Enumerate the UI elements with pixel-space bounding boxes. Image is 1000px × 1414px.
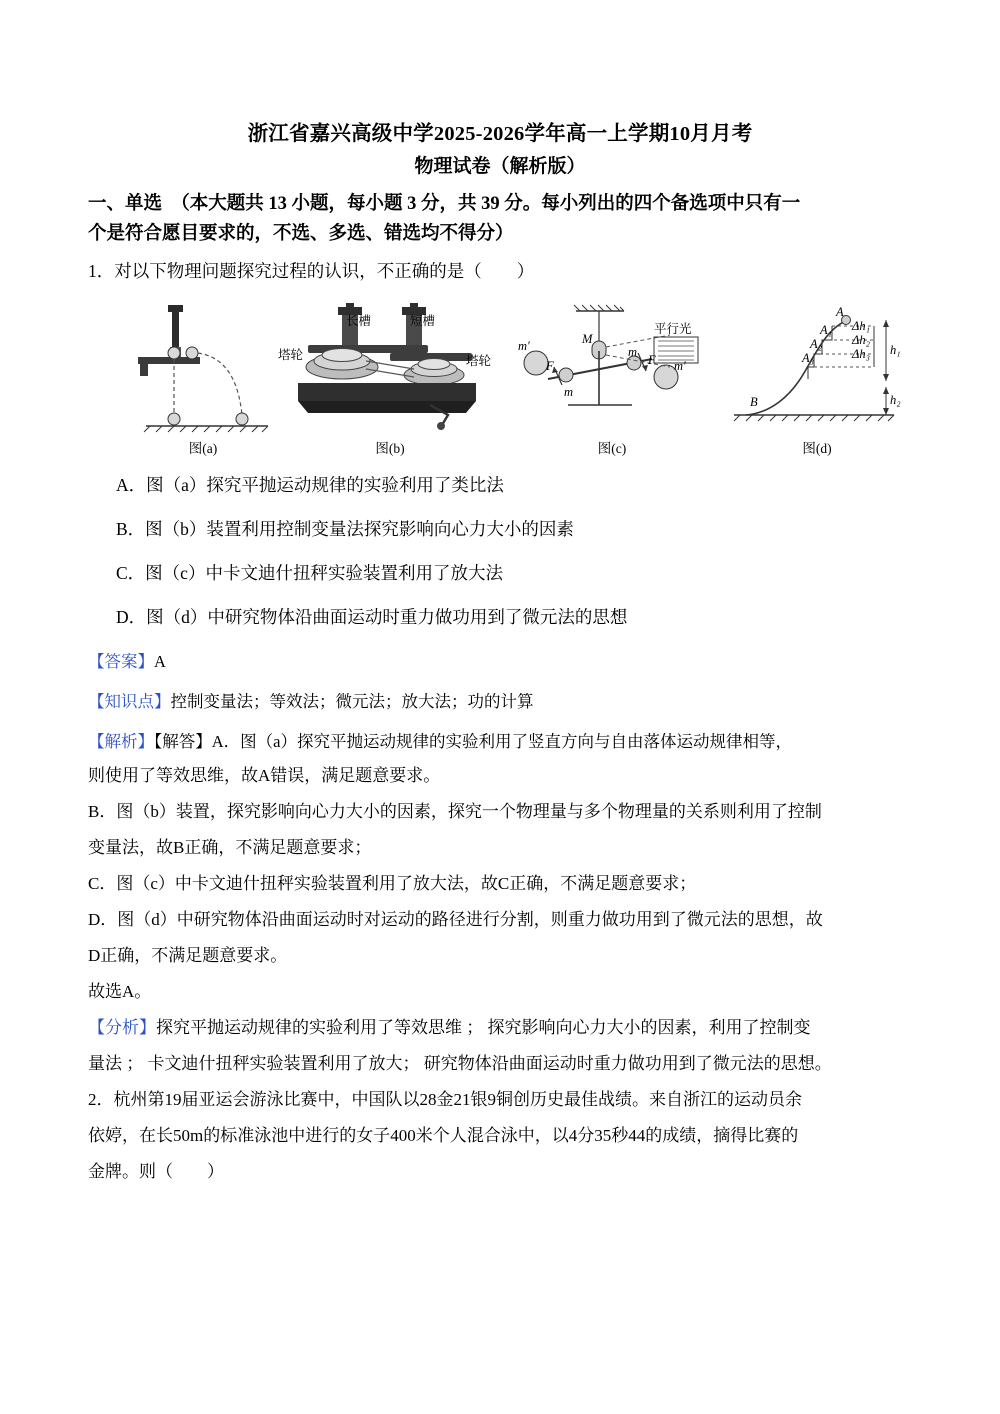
figure-d — [724, 297, 910, 457]
question1-figure-row — [110, 297, 912, 457]
figure-c-label-F-right: F — [648, 353, 656, 367]
question1-stem: 1．对以下物理问题探究过程的认识，不正确的是（ ） — [88, 261, 535, 281]
figure-a — [128, 297, 278, 457]
figure-c-label-M: M — [582, 332, 593, 346]
figure-d-label-h1: h₁ — [890, 343, 901, 357]
figure-d-label-dh1: Δh₁ — [852, 319, 870, 333]
figure-b-caption: 图(b) — [375, 441, 405, 456]
figure-c-label-m-left: m — [564, 385, 574, 399]
analysis-tag: 【解析】 — [88, 732, 154, 751]
figure-b-label-talun-left: 塔轮 — [278, 348, 304, 362]
analysis-line-3: 变量法，故B正确，不满足题意要求； — [88, 838, 372, 857]
section-heading-line1: 一、单选 （本大题共 13 小题，每小题 3 分，共 39 分。每小列出的四个备选项中只有一 — [88, 194, 801, 214]
figure-d-label-dh2: Δh₂ — [852, 333, 870, 347]
question2-line-3: 金牌。则（ ） — [88, 1162, 224, 1181]
figure-b-label-talun-right: 塔轮 — [466, 354, 492, 368]
summary-tag: 【分析】 — [88, 1018, 156, 1037]
figure-b-label-duancao: 短槽 — [410, 314, 436, 328]
figure-a-caption: 图(a) — [188, 441, 218, 456]
figure-c-label-mprime-right: m' — [674, 359, 686, 373]
answer-value: A — [154, 652, 166, 671]
question1-option-b: B．图（b）装置利用控制变量法探究影响向心力大小的因素 — [116, 519, 574, 539]
question1-analysis-first — [88, 727, 912, 757]
question1-option-d: D．图（d）中研究物体沿曲面运动时重力做功用到了微元法的思想 — [116, 607, 628, 627]
analysis-line-6: D正确，不满足题意要求。 — [88, 946, 288, 965]
analysis-line-1: 则使用了等效思维，故A错误，满足题意要求。 — [88, 766, 441, 785]
knowledge-value: 控制变量法；等效法；微元法；放大法；功的计算 — [170, 692, 534, 711]
figure-c-label-parallel-light: 平行光 — [654, 322, 692, 336]
figure-b — [280, 297, 500, 457]
analysis-line-4: C．图（c）中卡文迪什扭秤实验装置利用了放大法，故C正确，不满足题意要求； — [88, 874, 697, 893]
figure-d-label-A: A — [836, 305, 844, 319]
analysis-line-7: 故选A。 — [88, 982, 152, 1001]
question2-line-1: 2．杭州第19届亚运会游泳比赛中，中国队以28金21银9铜创历史最佳战绩。来自浙江的运动员余 — [88, 1090, 802, 1109]
question1-option-c: C．图（c）中卡文迪什扭秤实验装置利用了放大法 — [116, 563, 503, 583]
document-content — [88, 118, 912, 1189]
page-title: 浙江省嘉兴高级中学2025-2026学年高一上学期10月月考 — [247, 123, 753, 145]
figure-d-label-h2: h₂ — [890, 393, 901, 407]
summary-line-2: 量法 ； 卡文迪什扭秤实验装置利用了放大； 研究物体沿曲面运动时重力做功用到了微元法的思想。 — [88, 1054, 832, 1073]
question1-summary-first — [88, 1011, 912, 1045]
section-heading-line2: 个是符合愿目要求的，不选、多选、错选均不得分） — [88, 224, 514, 244]
figure-c-label-m-right: m — [628, 345, 638, 359]
question2-line-2: 依婷，在长50m的标准泳池中进行的女子400米个人混合泳中，以4分35秒44的成绩，摘得比赛的 — [88, 1126, 799, 1145]
page-subtitle: 物理试卷（解析版） — [414, 156, 586, 177]
figure-d-label-A1: A₁ — [820, 323, 832, 337]
figure-d-caption: 图(d) — [802, 441, 832, 456]
figure-c-caption: 图(c) — [597, 441, 627, 456]
analysis-line-2: B．图（b）装置，探究影响向心力大小的因素，探究一个物理量与多个物理量的关系则利用了控制 — [88, 802, 822, 821]
question1-option-a: A．图（a）探究平抛运动规律的实验利用了类比法 — [116, 475, 504, 495]
figure-d-label-B: B — [750, 395, 758, 409]
question1-knowledge — [88, 687, 912, 717]
analysis-line-5: D．图（d）中研究物体沿曲面运动时对运动的路径进行分割，则重力做功用到了微元法的思想，故 — [88, 910, 823, 929]
figure-d-label-A3: A₃ — [802, 351, 814, 365]
question1-answer — [88, 647, 912, 677]
analysis-lead: 【解答】A．图（a）探究平抛运动规律的实验利用了竖直方向与自由落体运动规律相等， — [154, 732, 792, 751]
summary-line-1: 探究平抛运动规律的实验利用了等效思维 ； 探究影响向心力大小的因素，利用了控制变 — [156, 1018, 811, 1037]
figure-d-label-A2: A₂ — [810, 337, 822, 351]
figure-c-label-F-left: F — [546, 359, 554, 373]
answer-tag: 【答案】 — [88, 652, 154, 671]
knowledge-tag: 【知识点】 — [88, 692, 171, 711]
figure-d-label-dh3: Δh₃ — [852, 347, 870, 361]
figure-c-label-mprime-left: m' — [518, 339, 530, 353]
figure-b-label-changcao: 长槽 — [346, 314, 372, 328]
figure-c — [502, 297, 722, 457]
